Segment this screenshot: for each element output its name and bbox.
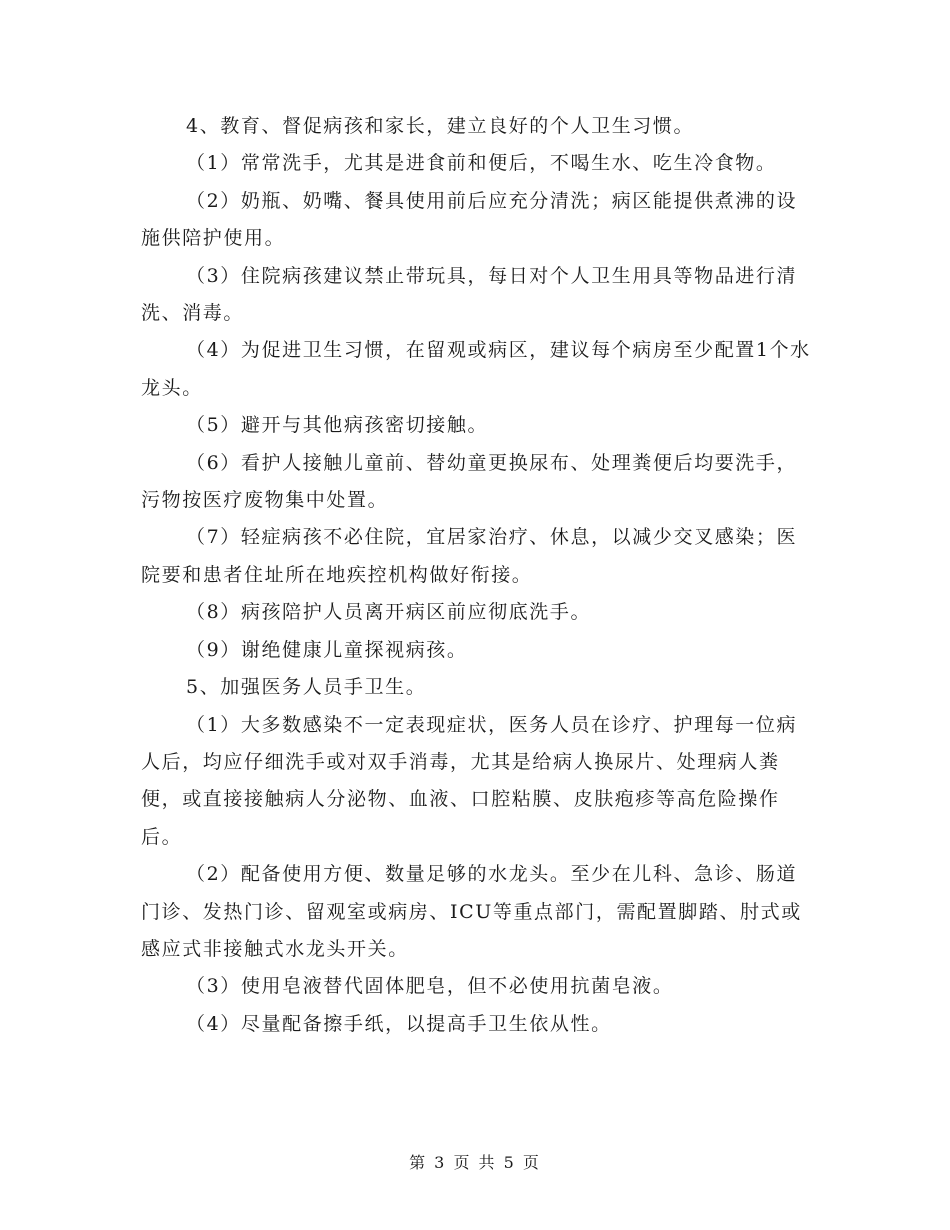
list-item: （3）使用皂液替代固体肥皂，但不必使用抗菌皂液。: [186, 975, 674, 998]
list-item: （1）大多数感染不一定表现症状，医务人员在诊疗、护理每一位病人后，均应仔细洗手或对双手消毒，尤其是给病人换尿片、处理病人粪便，或直接接触病人分泌物、血液、口腔粘膜、皮肤疱疹等高危险操作后。: [141, 713, 798, 848]
section-heading: 5、加强医务人员手卫生。: [186, 676, 427, 699]
list-item: （4）为促进卫生习惯，在留观或病区，建议每个病房至少配置1个水龙头。: [141, 339, 811, 399]
document-body: [141, 108, 816, 1043]
list-item: （4）尽量配备擦手纸，以提高手卫生依从性。: [186, 1012, 612, 1035]
list-item: （1）常常洗手，尤其是进食前和便后，不喝生水、吃生冷食物。: [186, 152, 777, 175]
list-item: （2）配备使用方便、数量足够的水龙头。至少在儿科、急诊、肠道门诊、发热门诊、留观室或病房、ICU等重点部门，需配置脚踏、肘式或感应式非接触式水龙头开关。: [141, 863, 802, 960]
list-item: （6）看护人接触儿童前、替幼童更换尿布、处理粪便后均要洗手，污物按医疗废物集中处置。: [141, 451, 798, 512]
list-item: （3）住院病孩建议禁止带玩具，每日对个人卫生用具等物品进行清洗、消毒。: [141, 264, 798, 325]
list-item: （9）谢绝健康儿童探视病孩。: [186, 638, 468, 661]
section-heading: 4、教育、督促病孩和家长，建立良好的个人卫生习惯。: [186, 115, 695, 137]
list-item: （8）病孩陪护人员离开病区前应彻底洗手。: [186, 601, 592, 624]
list-item: （2）奶瓶、奶嘴、餐具使用前后应充分清洗；病区能提供煮沸的设施供陪护使用。: [141, 189, 798, 250]
page-number: 第 3 页 共 5 页: [409, 1153, 541, 1172]
list-item: （5）避开与其他病孩密切接触。: [186, 414, 489, 437]
list-item: （7）轻症病孩不必住院，宜居家治疗、休息，以减少交叉感染；医院要和患者住址所在地疾控机构做好衔接。: [141, 526, 798, 586]
